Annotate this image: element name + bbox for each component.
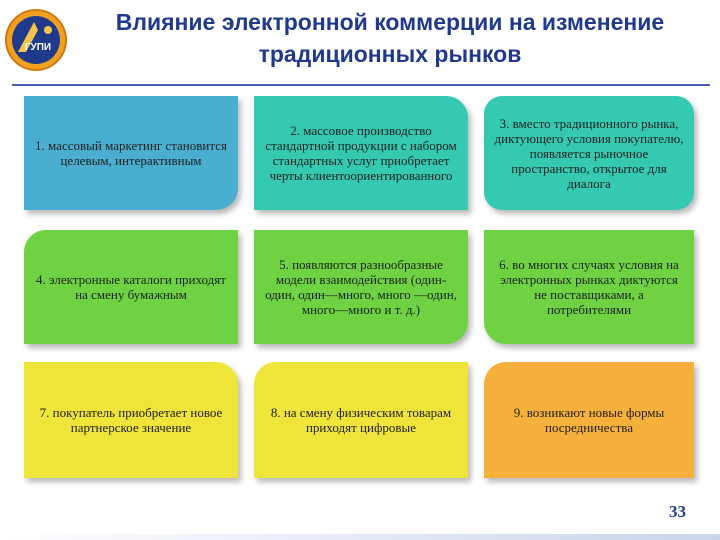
tile-3: 3. вместо традиционного рынка, диктующего условия покупателю, появляется рыночное пространство, открытое для диалога bbox=[484, 96, 694, 210]
tile-4: 4. электронные каталоги приходят на смену бумажным bbox=[24, 230, 238, 344]
title-divider bbox=[12, 84, 710, 86]
footer-bar bbox=[0, 534, 720, 540]
logo-text: ГУПИ bbox=[24, 42, 52, 53]
slide-title: Влияние электронной коммерции на изменение традиционных рынков bbox=[115, 9, 665, 67]
university-logo bbox=[4, 8, 68, 72]
tile-8: 8. на смену физическим товарам приходят цифровые bbox=[254, 362, 468, 478]
tile-9: 9. возникают новые формы посредничества bbox=[484, 362, 694, 478]
tile-1: 1. массовый маркетинг становится целевым, интерактивным bbox=[24, 96, 238, 210]
tile-2: 2. массовое производство стандартной продукции с набором стандартных услуг приобретает черты клиентоориентированного bbox=[254, 96, 468, 210]
tile-5: 5. появляются разнообразные модели взаимодействия (один-один, один—много, много —один, много—много и т. д.) bbox=[254, 230, 468, 344]
tile-6: 6. во многих случаях условия на электронных рынках диктуются не поставщиками, а потребителями bbox=[484, 230, 694, 344]
tile-7: 7. покупатель приобретает новое партнерское значение bbox=[24, 362, 238, 478]
page-number: 33 bbox=[669, 502, 686, 521]
